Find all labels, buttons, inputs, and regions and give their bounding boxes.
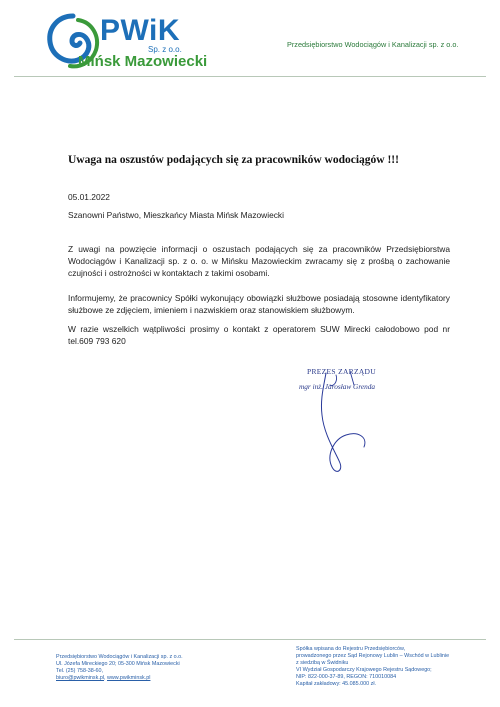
letter-paragraph-2: Informujemy, że pracownicy Spółki wykonujący obowiązki służbowe posiadają stosowne identyfikatory służbowe ze zdjęciem, imieniem i nazwiskiem oraz stanowiskiem służbowym. bbox=[68, 293, 450, 315]
footer-phone: Tel. (25) 758-38-60, bbox=[56, 668, 104, 674]
footer-tax-ids: NIP: 822-000-37-89, REGON: 710010084 bbox=[296, 674, 397, 680]
footer-registry-line-1: Spółka wpisana do Rejestru Przedsiębiorców, bbox=[296, 646, 406, 652]
footer-divider bbox=[14, 639, 486, 640]
footer-registry-line-3: z siedzibą w Świdniku bbox=[296, 660, 349, 666]
letter-date: 05.01.2022 bbox=[68, 192, 110, 202]
letter-paragraph-3: W razie wszelkich wątpliwości prosimy o kontakt z operatorem SUW Mirecki całodobowo pod nr tel.609 793 620 bbox=[68, 324, 450, 346]
signature-role: PREZES ZARZĄDU bbox=[307, 367, 376, 376]
letter-paragraph-1: Z uwagi na powzięcie informacji o oszustach podających się za pracowników Przedsiębiorstwa Wodociągów i Kanalizacji sp. z o. o. w Mińsku Mazowieckim zwracamy się z prośbą o zachowanie czujności i ostrożności w kontaktach z takimi osobami. bbox=[68, 244, 450, 278]
header-divider bbox=[14, 76, 486, 77]
letter-title: Uwaga na oszustów podających się za pracowników wodociągów !!! bbox=[68, 154, 399, 166]
footer-email-link[interactable]: biuro@pwikminsk.pl bbox=[56, 675, 105, 681]
logo-text: PWiK bbox=[100, 14, 181, 47]
footer-company-name: Przedsiębiorstwo Wodociągów i Kanalizacji sp. z o.o. bbox=[56, 654, 183, 660]
footer-web-line bbox=[56, 675, 183, 682]
footer-registry-line-2: prowadzonego przez Sąd Rejonowy Lublin – Wschód w Lublinie bbox=[296, 653, 450, 659]
signature-name: mgr inż. Jarosław Grenda bbox=[299, 382, 376, 391]
footer-registry-line-4: VI Wydział Gospodarczy Krajowego Rejestru Sądowego; bbox=[296, 667, 432, 673]
footer-separator: , bbox=[104, 675, 108, 681]
footer-share-capital: Kapitał zakładowy: 45.085.000 zł. bbox=[296, 681, 377, 687]
footer-registry-info bbox=[296, 646, 449, 688]
company-logo bbox=[42, 10, 232, 72]
header-company-name: Przedsiębiorstwo Wodociągów i Kanalizacji sp. z o.o. bbox=[287, 40, 459, 49]
letter-salutation: Szanowni Państwo, Mieszkańcy Miasta Mińsk Mazowiecki bbox=[68, 210, 284, 220]
logo-city: Mińsk Mazowiecki bbox=[78, 53, 208, 70]
footer-website-link[interactable]: www.pwikminsk.pl bbox=[107, 675, 151, 681]
footer-address: Ul. Józefa Mireckiego 20; 05-300 Mińsk Mazowiecki bbox=[56, 661, 180, 667]
logo-legal-form: Sp. z o.o. bbox=[148, 45, 182, 54]
footer-company-contact bbox=[56, 654, 183, 682]
